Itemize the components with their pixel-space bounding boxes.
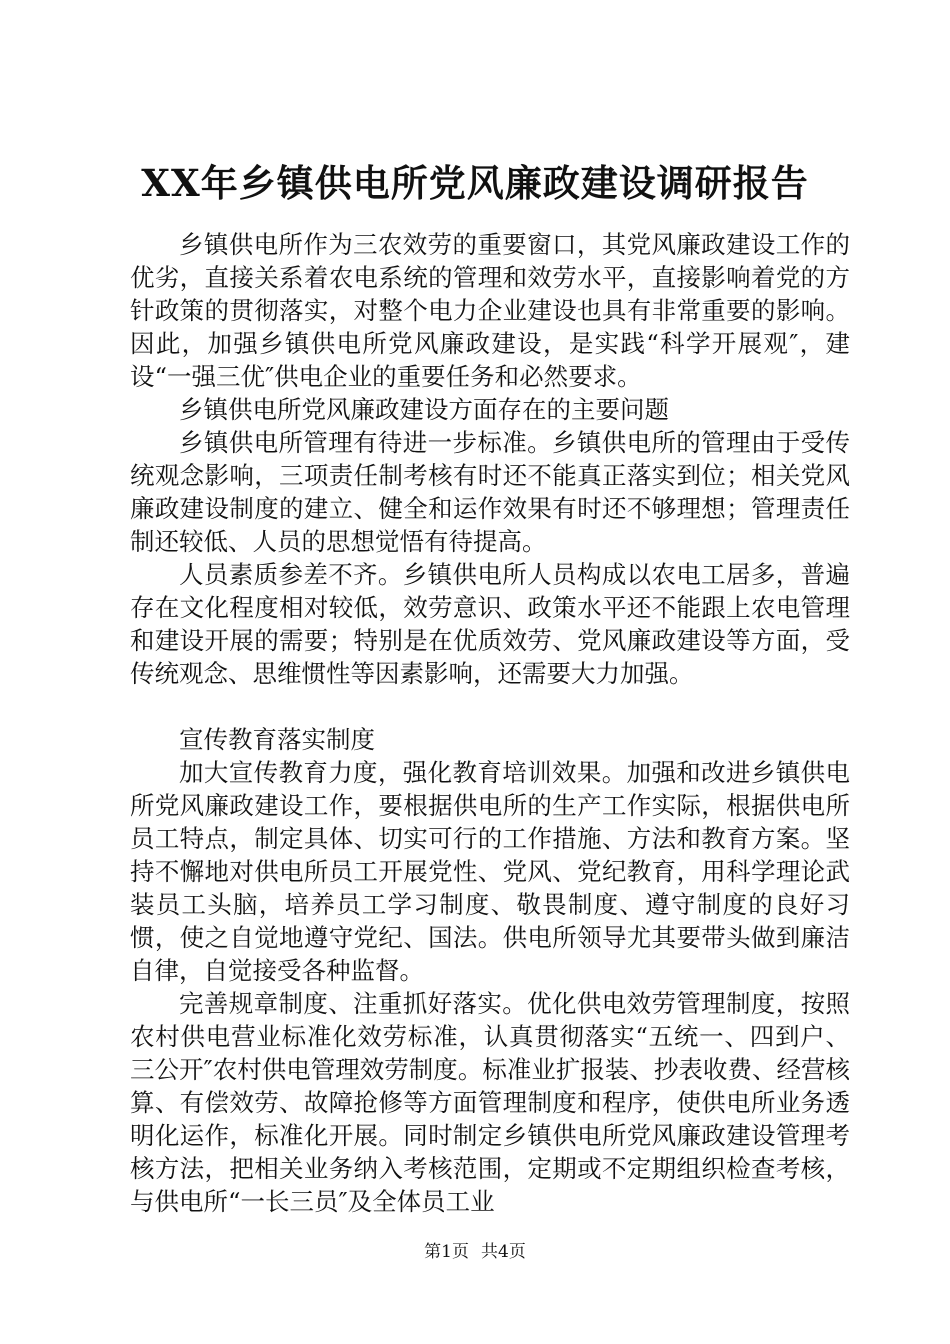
paragraph-regulations: 完善规章制度、注重抓好落实。优化供电效劳管理制度，按照农村供电营业标准化效劳标准，认真贯彻落实“五统一、四到户、三公开″农村供电管理效劳制度。标准业扩报装、抄表收费、经营核算、有偿效劳、故障抢修等方面管理制度和程序，使供电所业务透明化运作，标准化开展。同时制定乡镇供电所党风廉政建设管理考核方法，把相关业务纳入考核范围，定期或不定期组织检查考核，与供电所“一长三员″及全体员工业	[130, 989, 850, 1216]
section-heading-education: 宣传教育落实制度	[179, 725, 375, 754]
paragraph-education: 加大宣传教育力度，强化教育培训效果。加强和改进乡镇供电所党风廉政建设工作，要根据供电所的生产工作实际，根据供电所员工特点，制定具体、切实可行的工作措施、方法和教育方案。坚持不懈地对供电所员工开展党性、党风、党纪教育，用科学理论武装员工头脑，培养员工学习制度、敬畏制度、遵守制度的良好习惯，使之自觉地遵守党纪、国法。供电所领导尤其要带头做到廉洁自律，自觉接受各种监督。	[130, 758, 850, 985]
page-number: 第1页	[424, 1242, 469, 1262]
paragraph-intro: 乡镇供电所作为三农效劳的重要窗口，其党风廉政建设工作的优劣，直接关系着农电系统的管理和效劳水平，直接影响着党的方针政策的贯彻落实，对整个电力企业建设也具有非常重要的影响。因此，加强乡镇供电所党风廉政建设，是实践“科学开展观″，建设“一强三优″供电企业的重要任务和必然要求。	[130, 230, 850, 391]
page-total: 共4页	[481, 1242, 526, 1262]
section-heading-problems: 乡镇供电所党风廉政建设方面存在的主要问题	[179, 395, 669, 424]
paragraph-personnel: 人员素质参差不齐。乡镇供电所人员构成以农电工居多，普遍存在文化程度相对较低，效劳意识、政策水平还不能跟上农电管理和建设开展的需要；特别是在优质效劳、党风廉政建设等方面，受传统观念、思维惯性等因素影响，还需要大力加强。	[130, 560, 850, 688]
paragraph-management: 乡镇供电所管理有待进一步标准。乡镇供电所的管理由于受传统观念影响，三项责任制考核有时还不能真正落实到位；相关党风廉政建设制度的建立、健全和运作效果有时还不够理想；管理责任制还较低、人员的思想觉悟有待提高。	[130, 428, 850, 556]
document-body	[130, 228, 850, 1218]
document-title: XX年乡镇供电所党风廉政建设调研报告	[141, 161, 809, 205]
page-footer	[0, 1240, 950, 1264]
